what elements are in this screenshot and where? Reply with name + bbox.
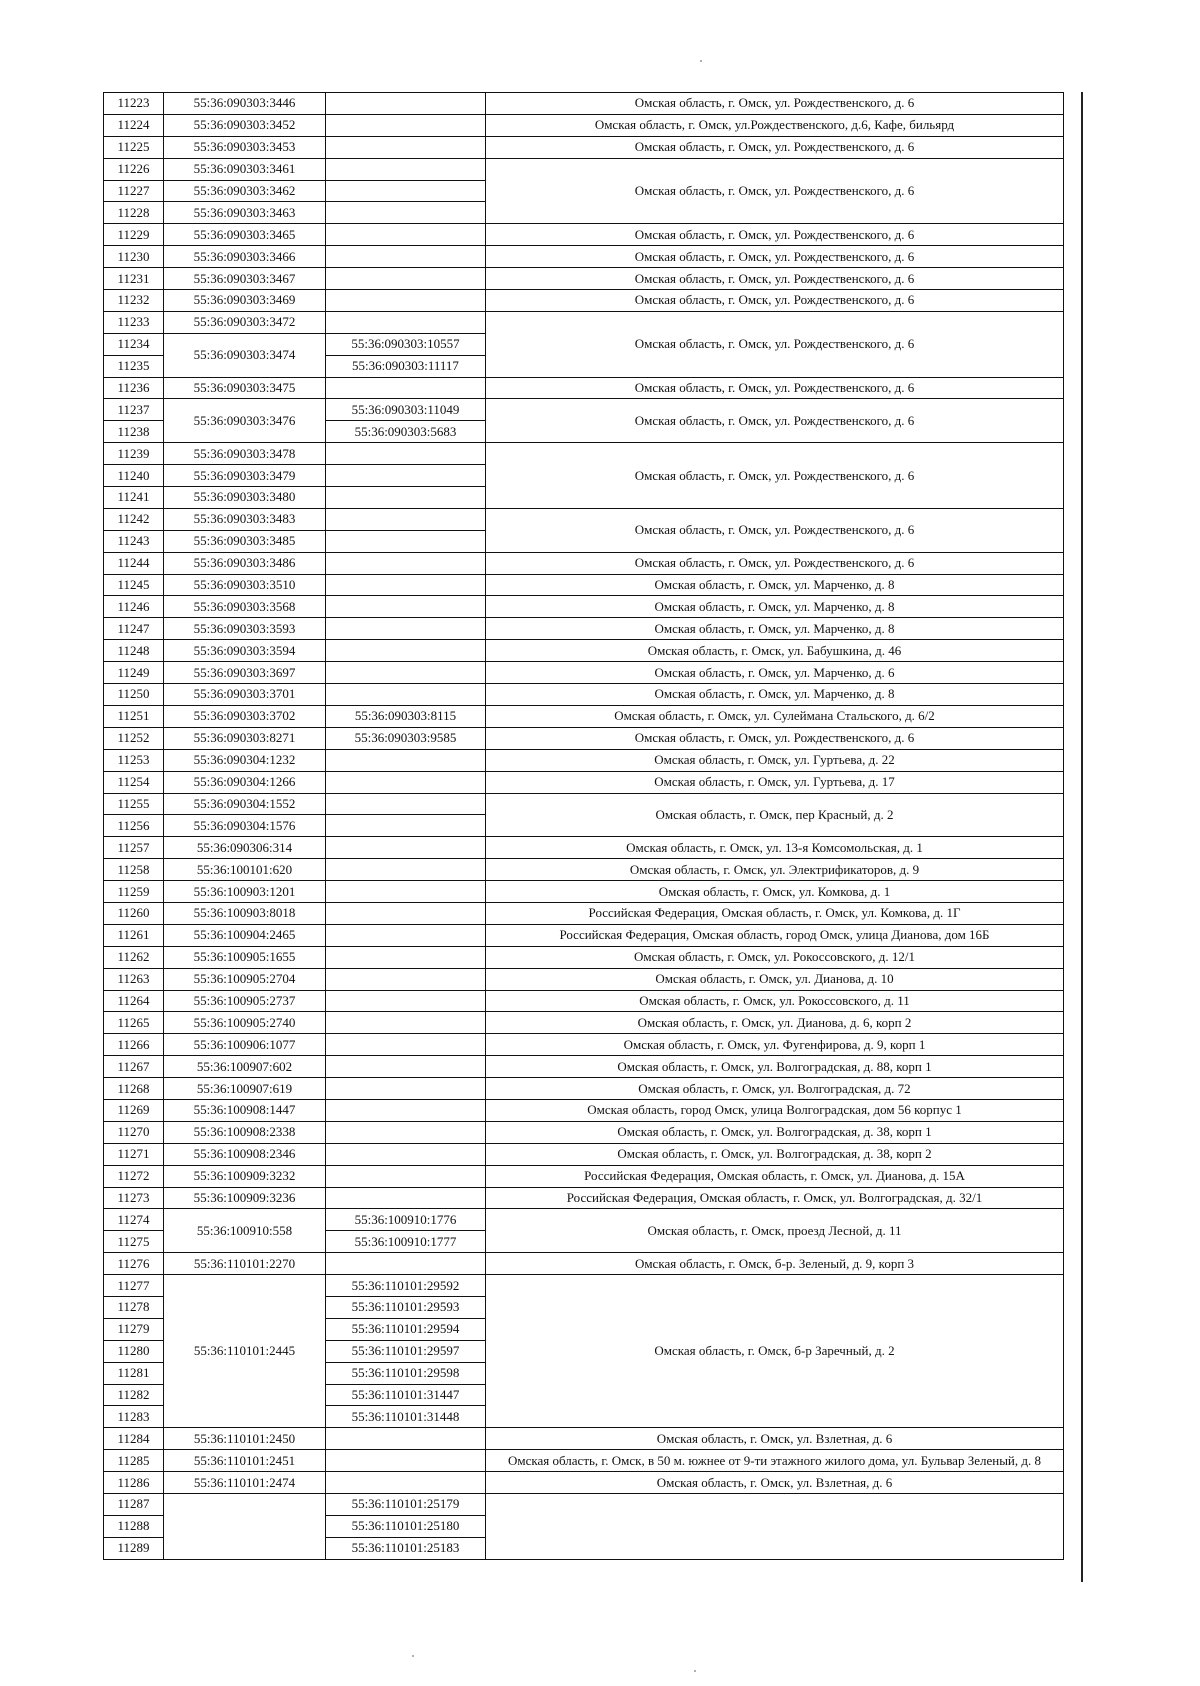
cadastral-number-cell: 55:36:090303:3480 (164, 487, 326, 509)
cadastral-number-cell: 55:36:090303:3485 (164, 530, 326, 552)
sub-object-number-cell (326, 574, 486, 596)
scan-edge-line (1081, 92, 1083, 1582)
sub-object-number-cell (326, 1099, 486, 1121)
sub-object-number-cell (326, 1056, 486, 1078)
row-number-cell: 11250 (104, 684, 164, 706)
row-number-cell: 11284 (104, 1428, 164, 1450)
row-number-cell: 11238 (104, 421, 164, 443)
cadastral-number-cell: 55:36:100101:620 (164, 859, 326, 881)
scan-speck (700, 60, 702, 62)
sub-object-number-cell (326, 640, 486, 662)
row-number-cell: 11271 (104, 1143, 164, 1165)
cadastral-number-cell: 55:36:100905:1655 (164, 946, 326, 968)
row-number-cell: 11282 (104, 1384, 164, 1406)
address-cell: Омская область, г. Омск, ул. Рождественского, д. 6 (486, 508, 1064, 552)
table-row (104, 859, 1064, 881)
address-cell: Российская Федерация, Омская область, г. Омск, ул. Комкова, д. 1Г (486, 902, 1064, 924)
row-number-cell: 11273 (104, 1187, 164, 1209)
sub-object-number-cell: 55:36:110101:25179 (326, 1494, 486, 1516)
address-cell: Омская область, г. Омск, ул. Рождественского, д. 6 (486, 268, 1064, 290)
table-row (104, 443, 1064, 465)
row-number-cell: 11279 (104, 1318, 164, 1340)
table-row (104, 290, 1064, 312)
cadastral-number-cell: 55:36:110101:2474 (164, 1472, 326, 1494)
sub-object-number-cell: 55:36:110101:29593 (326, 1296, 486, 1318)
cadastral-number-cell: 55:36:090303:3594 (164, 640, 326, 662)
address-cell: Омская область, г. Омск, ул. Рождественского, д. 6 (486, 290, 1064, 312)
cadastral-number-cell: 55:36:090303:3510 (164, 574, 326, 596)
row-number-cell: 11280 (104, 1340, 164, 1362)
sub-object-number-cell: 55:36:090303:5683 (326, 421, 486, 443)
table-row (104, 771, 1064, 793)
address-cell: Омская область, г. Омск, ул. Марченко, д. 6 (486, 662, 1064, 684)
address-cell: Омская область, г. Омск, ул. Рождественского, д. 6 (486, 311, 1064, 377)
address-cell: Омская область, г. Омск, в 50 м. южнее от 9-ти этажного жилого дома, ул. Бульвар Зеленый, д. 8 (486, 1450, 1064, 1472)
address-cell: Омская область, г. Омск, ул.Рождественского, д.6, Кафе, бильярд (486, 114, 1064, 136)
address-cell: Омская область, г. Омск, ул. Рождественского, д. 6 (486, 224, 1064, 246)
row-number-cell: 11237 (104, 399, 164, 421)
cadastral-number-cell: 55:36:100908:1447 (164, 1099, 326, 1121)
table-row (104, 1012, 1064, 1034)
cadastral-number-cell: 55:36:090303:3446 (164, 93, 326, 115)
address-cell: Омская область, г. Омск, б-р. Зеленый, д. 9, корп 3 (486, 1253, 1064, 1275)
address-cell: Омская область, г. Омск, ул. Волгоградская, д. 38, корп 1 (486, 1121, 1064, 1143)
sub-object-number-cell (326, 749, 486, 771)
row-number-cell: 11242 (104, 508, 164, 530)
cadastral-number-cell: 55:36:090303:3697 (164, 662, 326, 684)
sub-object-number-cell: 55:36:100910:1777 (326, 1231, 486, 1253)
row-number-cell: 11245 (104, 574, 164, 596)
cadastral-number-cell (164, 1494, 326, 1560)
row-number-cell: 11253 (104, 749, 164, 771)
table-row (104, 705, 1064, 727)
table-row (104, 1450, 1064, 1472)
address-cell: Омская область, г. Омск, ул. Взлетная, д. 6 (486, 1472, 1064, 1494)
table-row (104, 881, 1064, 903)
sub-object-number-cell: 55:36:110101:25183 (326, 1537, 486, 1559)
table-row (104, 1209, 1064, 1231)
row-number-cell: 11240 (104, 465, 164, 487)
sub-object-number-cell (326, 1165, 486, 1187)
row-number-cell: 11239 (104, 443, 164, 465)
address-cell: Омская область, г. Омск, проезд Лесной, д. 11 (486, 1209, 1064, 1253)
row-number-cell: 11224 (104, 114, 164, 136)
sub-object-number-cell (326, 1253, 486, 1275)
table-row (104, 662, 1064, 684)
row-number-cell: 11268 (104, 1078, 164, 1100)
sub-object-number-cell (326, 377, 486, 399)
row-number-cell: 11254 (104, 771, 164, 793)
row-number-cell: 11265 (104, 1012, 164, 1034)
cadastral-number-cell: 55:36:090304:1232 (164, 749, 326, 771)
row-number-cell: 11283 (104, 1406, 164, 1428)
address-cell: Омская область, г. Омск, ул. Рокоссовского, д. 11 (486, 990, 1064, 1012)
cadastral-number-cell: 55:36:090303:3452 (164, 114, 326, 136)
cadastral-number-cell: 55:36:100903:8018 (164, 902, 326, 924)
cadastral-number-cell: 55:36:090303:3593 (164, 618, 326, 640)
cadastral-number-cell: 55:36:100908:2346 (164, 1143, 326, 1165)
sub-object-number-cell (326, 662, 486, 684)
row-number-cell: 11278 (104, 1296, 164, 1318)
address-cell: Омская область, г. Омск, ул. Марченко, д. 8 (486, 596, 1064, 618)
address-cell: Омская область, г. Омск, ул. Электрификаторов, д. 9 (486, 859, 1064, 881)
sub-object-number-cell (326, 443, 486, 465)
sub-object-number-cell (326, 114, 486, 136)
address-cell: Омская область, г. Омск, ул. Гуртьева, д. 17 (486, 771, 1064, 793)
row-number-cell: 11261 (104, 924, 164, 946)
address-cell: Омская область, г. Омск, ул. Волгоградская, д. 38, корп 2 (486, 1143, 1064, 1165)
table-row (104, 1253, 1064, 1275)
address-cell: Омская область, г. Омск, ул. Марченко, д. 8 (486, 618, 1064, 640)
scan-speck (694, 1670, 696, 1672)
row-number-cell: 11235 (104, 355, 164, 377)
address-cell: Омская область, г. Омск, ул. Рождественского, д. 6 (486, 377, 1064, 399)
row-number-cell: 11226 (104, 158, 164, 180)
address-cell: Омская область, г. Омск, ул. Волгоградская, д. 72 (486, 1078, 1064, 1100)
row-number-cell: 11287 (104, 1494, 164, 1516)
cadastral-number-cell: 55:36:100904:2465 (164, 924, 326, 946)
table-row (104, 1099, 1064, 1121)
address-cell: Омская область, г. Омск, ул. Дианова, д. 10 (486, 968, 1064, 990)
table-row (104, 968, 1064, 990)
cadastral-number-cell: 55:36:100905:2740 (164, 1012, 326, 1034)
table-row (104, 1187, 1064, 1209)
table-row (104, 793, 1064, 815)
sub-object-number-cell: 55:36:110101:29592 (326, 1275, 486, 1297)
table-row (104, 727, 1064, 749)
row-number-cell: 11263 (104, 968, 164, 990)
address-cell: Омская область, город Омск, улица Волгоградская, дом 56 корпус 1 (486, 1099, 1064, 1121)
cadastral-number-cell: 55:36:090303:3462 (164, 180, 326, 202)
cadastral-number-cell: 55:36:090303:3701 (164, 684, 326, 706)
sub-object-number-cell (326, 618, 486, 640)
address-cell: Омская область, г. Омск, ул. Рождественского, д. 6 (486, 727, 1064, 749)
table-row (104, 377, 1064, 399)
sub-object-number-cell: 55:36:110101:25180 (326, 1515, 486, 1537)
row-number-cell: 11231 (104, 268, 164, 290)
table-row (104, 1078, 1064, 1100)
table-row (104, 268, 1064, 290)
address-cell: Омская область, г. Омск, ул. Фугенфирова, д. 9, корп 1 (486, 1034, 1064, 1056)
address-cell: Омская область, г. Омск, ул. Рождественского, д. 6 (486, 552, 1064, 574)
cadastral-number-cell: 55:36:090303:3453 (164, 136, 326, 158)
sub-object-number-cell (326, 1121, 486, 1143)
row-number-cell: 11286 (104, 1472, 164, 1494)
table-row (104, 311, 1064, 333)
cadastral-number-cell: 55:36:100910:558 (164, 1209, 326, 1253)
sub-object-number-cell (326, 246, 486, 268)
row-number-cell: 11255 (104, 793, 164, 815)
table-row (104, 640, 1064, 662)
address-cell: Омская область, г. Омск, ул. Рокоссовского, д. 12/1 (486, 946, 1064, 968)
row-number-cell: 11256 (104, 815, 164, 837)
sub-object-number-cell: 55:36:090303:9585 (326, 727, 486, 749)
table-row (104, 596, 1064, 618)
address-cell: Омская область, г. Омск, ул. Волгоградская, д. 88, корп 1 (486, 1056, 1064, 1078)
row-number-cell: 11281 (104, 1362, 164, 1384)
sub-object-number-cell (326, 1187, 486, 1209)
sub-object-number-cell: 55:36:110101:31447 (326, 1384, 486, 1406)
row-number-cell: 11264 (104, 990, 164, 1012)
row-number-cell: 11267 (104, 1056, 164, 1078)
cadastral-number-cell: 55:36:100909:3232 (164, 1165, 326, 1187)
sub-object-number-cell (326, 946, 486, 968)
row-number-cell: 11272 (104, 1165, 164, 1187)
cadastral-register-table (103, 92, 1064, 1560)
address-cell: Омская область, г. Омск, ул. Гуртьева, д. 22 (486, 749, 1064, 771)
sub-object-number-cell (326, 487, 486, 509)
address-cell: Российская Федерация, Омская область, г. Омск, ул. Волгоградская, д. 32/1 (486, 1187, 1064, 1209)
cadastral-number-cell: 55:36:090304:1576 (164, 815, 326, 837)
sub-object-number-cell: 55:36:090303:10557 (326, 333, 486, 355)
cadastral-number-cell: 55:36:110101:2450 (164, 1428, 326, 1450)
address-cell (486, 1494, 1064, 1560)
sub-object-number-cell (326, 1472, 486, 1494)
sub-object-number-cell: 55:36:090303:11117 (326, 355, 486, 377)
table-row (104, 1121, 1064, 1143)
row-number-cell: 11229 (104, 224, 164, 246)
row-number-cell: 11285 (104, 1450, 164, 1472)
table-row (104, 1034, 1064, 1056)
cadastral-number-cell: 55:36:090303:3466 (164, 246, 326, 268)
cadastral-number-cell: 55:36:100905:2704 (164, 968, 326, 990)
table-row (104, 1428, 1064, 1450)
address-cell: Омская область, г. Омск, ул. Марченко, д. 8 (486, 684, 1064, 706)
cadastral-number-cell: 55:36:100905:2737 (164, 990, 326, 1012)
row-number-cell: 11266 (104, 1034, 164, 1056)
table-row (104, 224, 1064, 246)
cadastral-number-cell: 55:36:090303:3461 (164, 158, 326, 180)
cadastral-number-cell: 55:36:100907:619 (164, 1078, 326, 1100)
address-cell: Российская Федерация, Омская область, город Омск, улица Дианова, дом 16Б (486, 924, 1064, 946)
address-cell: Омская область, г. Омск, ул. Рождественского, д. 6 (486, 136, 1064, 158)
row-number-cell: 11234 (104, 333, 164, 355)
row-number-cell: 11262 (104, 946, 164, 968)
row-number-cell: 11288 (104, 1515, 164, 1537)
sub-object-number-cell (326, 552, 486, 574)
address-cell: Омская область, г. Омск, ул. Бабушкина, д. 46 (486, 640, 1064, 662)
table-row (104, 114, 1064, 136)
table-row (104, 158, 1064, 180)
sub-object-number-cell (326, 837, 486, 859)
table-row (104, 246, 1064, 268)
row-number-cell: 11227 (104, 180, 164, 202)
cadastral-number-cell: 55:36:090303:3476 (164, 399, 326, 443)
sub-object-number-cell (326, 311, 486, 333)
address-cell: Омская область, г. Омск, ул. Дианова, д. 6, корп 2 (486, 1012, 1064, 1034)
register-table-body (104, 93, 1064, 1560)
address-cell: Омская область, г. Омск, ул. Комкова, д. 1 (486, 881, 1064, 903)
sub-object-number-cell (326, 881, 486, 903)
sub-object-number-cell (326, 771, 486, 793)
row-number-cell: 11274 (104, 1209, 164, 1231)
sub-object-number-cell (326, 793, 486, 815)
cadastral-number-cell: 55:36:100909:3236 (164, 1187, 326, 1209)
cadastral-number-cell: 55:36:090303:3478 (164, 443, 326, 465)
row-number-cell: 11246 (104, 596, 164, 618)
sub-object-number-cell: 55:36:110101:29594 (326, 1318, 486, 1340)
sub-object-number-cell (326, 1143, 486, 1165)
cadastral-number-cell: 55:36:100907:602 (164, 1056, 326, 1078)
address-cell: Омская область, г. Омск, пер Красный, д. 2 (486, 793, 1064, 837)
table-row (104, 749, 1064, 771)
cadastral-number-cell: 55:36:100903:1201 (164, 881, 326, 903)
sub-object-number-cell: 55:36:110101:31448 (326, 1406, 486, 1428)
cadastral-number-cell: 55:36:090306:314 (164, 837, 326, 859)
table-row (104, 136, 1064, 158)
table-row (104, 618, 1064, 640)
table-row (104, 93, 1064, 115)
sub-object-number-cell (326, 530, 486, 552)
address-cell: Омская область, г. Омск, б-р Заречный, д. 2 (486, 1275, 1064, 1428)
sub-object-number-cell: 55:36:090303:11049 (326, 399, 486, 421)
row-number-cell: 11251 (104, 705, 164, 727)
sub-object-number-cell (326, 1012, 486, 1034)
sub-object-number-cell: 55:36:100910:1776 (326, 1209, 486, 1231)
cadastral-number-cell: 55:36:090303:3568 (164, 596, 326, 618)
sub-object-number-cell (326, 136, 486, 158)
row-number-cell: 11277 (104, 1275, 164, 1297)
row-number-cell: 11260 (104, 902, 164, 924)
sub-object-number-cell (326, 815, 486, 837)
cadastral-number-cell: 55:36:110101:2445 (164, 1275, 326, 1428)
sub-object-number-cell (326, 684, 486, 706)
sub-object-number-cell (326, 596, 486, 618)
address-cell: Омская область, г. Омск, ул. Рождественского, д. 6 (486, 246, 1064, 268)
row-number-cell: 11225 (104, 136, 164, 158)
table-row (104, 684, 1064, 706)
address-cell: Омская область, г. Омск, ул. Рождественского, д. 6 (486, 158, 1064, 224)
row-number-cell: 11257 (104, 837, 164, 859)
sub-object-number-cell (326, 1450, 486, 1472)
row-number-cell: 11276 (104, 1253, 164, 1275)
sub-object-number-cell (326, 158, 486, 180)
cadastral-number-cell: 55:36:090303:3472 (164, 311, 326, 333)
table-row (104, 552, 1064, 574)
cadastral-number-cell: 55:36:090303:3702 (164, 705, 326, 727)
address-cell: Омская область, г. Омск, ул. Рождественского, д. 6 (486, 399, 1064, 443)
table-row (104, 902, 1064, 924)
address-cell: Омская область, г. Омск, ул. Сулеймана Стальского, д. 6/2 (486, 705, 1064, 727)
table-row (104, 990, 1064, 1012)
cadastral-number-cell: 55:36:090303:3474 (164, 333, 326, 377)
row-number-cell: 11289 (104, 1537, 164, 1559)
row-number-cell: 11223 (104, 93, 164, 115)
cadastral-number-cell: 55:36:090303:3463 (164, 202, 326, 224)
sub-object-number-cell (326, 902, 486, 924)
cadastral-number-cell: 55:36:110101:2451 (164, 1450, 326, 1472)
address-cell: Омская область, г. Омск, ул. Марченко, д. 8 (486, 574, 1064, 596)
address-cell: Омская область, г. Омск, ул. Взлетная, д. 6 (486, 1428, 1064, 1450)
sub-object-number-cell (326, 180, 486, 202)
cadastral-number-cell: 55:36:090304:1552 (164, 793, 326, 815)
table-row (104, 1275, 1064, 1297)
row-number-cell: 11275 (104, 1231, 164, 1253)
sub-object-number-cell (326, 508, 486, 530)
cadastral-number-cell: 55:36:090303:3486 (164, 552, 326, 574)
sub-object-number-cell (326, 1078, 486, 1100)
row-number-cell: 11270 (104, 1121, 164, 1143)
row-number-cell: 11248 (104, 640, 164, 662)
row-number-cell: 11236 (104, 377, 164, 399)
table-row (104, 837, 1064, 859)
row-number-cell: 11241 (104, 487, 164, 509)
table-row (104, 1056, 1064, 1078)
sub-object-number-cell (326, 990, 486, 1012)
sub-object-number-cell (326, 859, 486, 881)
sub-object-number-cell (326, 202, 486, 224)
table-row (104, 1494, 1064, 1516)
row-number-cell: 11243 (104, 530, 164, 552)
row-number-cell: 11252 (104, 727, 164, 749)
sub-object-number-cell (326, 1034, 486, 1056)
table-row (104, 1165, 1064, 1187)
row-number-cell: 11249 (104, 662, 164, 684)
scan-speck (412, 1655, 414, 1657)
table-row (104, 924, 1064, 946)
row-number-cell: 11258 (104, 859, 164, 881)
cadastral-number-cell: 55:36:090304:1266 (164, 771, 326, 793)
cadastral-number-cell: 55:36:110101:2270 (164, 1253, 326, 1275)
sub-object-number-cell (326, 268, 486, 290)
cadastral-number-cell: 55:36:090303:3467 (164, 268, 326, 290)
sub-object-number-cell (326, 1428, 486, 1450)
table-row (104, 399, 1064, 421)
cadastral-number-cell: 55:36:090303:3479 (164, 465, 326, 487)
sub-object-number-cell (326, 968, 486, 990)
row-number-cell: 11232 (104, 290, 164, 312)
row-number-cell: 11259 (104, 881, 164, 903)
cadastral-number-cell: 55:36:100906:1077 (164, 1034, 326, 1056)
row-number-cell: 11228 (104, 202, 164, 224)
sub-object-number-cell (326, 224, 486, 246)
row-number-cell: 11269 (104, 1099, 164, 1121)
sub-object-number-cell (326, 290, 486, 312)
table-row (104, 508, 1064, 530)
table-row (104, 1143, 1064, 1165)
cadastral-number-cell: 55:36:090303:3475 (164, 377, 326, 399)
row-number-cell: 11233 (104, 311, 164, 333)
sub-object-number-cell (326, 465, 486, 487)
sub-object-number-cell: 55:36:110101:29597 (326, 1340, 486, 1362)
address-cell: Омская область, г. Омск, ул. Рождественского, д. 6 (486, 93, 1064, 115)
sub-object-number-cell: 55:36:110101:29598 (326, 1362, 486, 1384)
row-number-cell: 11247 (104, 618, 164, 640)
address-cell: Российская Федерация, Омская область, г. Омск, ул. Дианова, д. 15А (486, 1165, 1064, 1187)
cadastral-number-cell: 55:36:090303:3465 (164, 224, 326, 246)
sub-object-number-cell (326, 924, 486, 946)
cadastral-number-cell: 55:36:100908:2338 (164, 1121, 326, 1143)
table-row (104, 1472, 1064, 1494)
sub-object-number-cell (326, 93, 486, 115)
cadastral-number-cell: 55:36:090303:3469 (164, 290, 326, 312)
row-number-cell: 11230 (104, 246, 164, 268)
sub-object-number-cell: 55:36:090303:8115 (326, 705, 486, 727)
address-cell: Омская область, г. Омск, ул. Рождественского, д. 6 (486, 443, 1064, 509)
cadastral-number-cell: 55:36:090303:3483 (164, 508, 326, 530)
table-row (104, 946, 1064, 968)
address-cell: Омская область, г. Омск, ул. 13-я Комсомольская, д. 1 (486, 837, 1064, 859)
table-row (104, 574, 1064, 596)
row-number-cell: 11244 (104, 552, 164, 574)
cadastral-number-cell: 55:36:090303:8271 (164, 727, 326, 749)
